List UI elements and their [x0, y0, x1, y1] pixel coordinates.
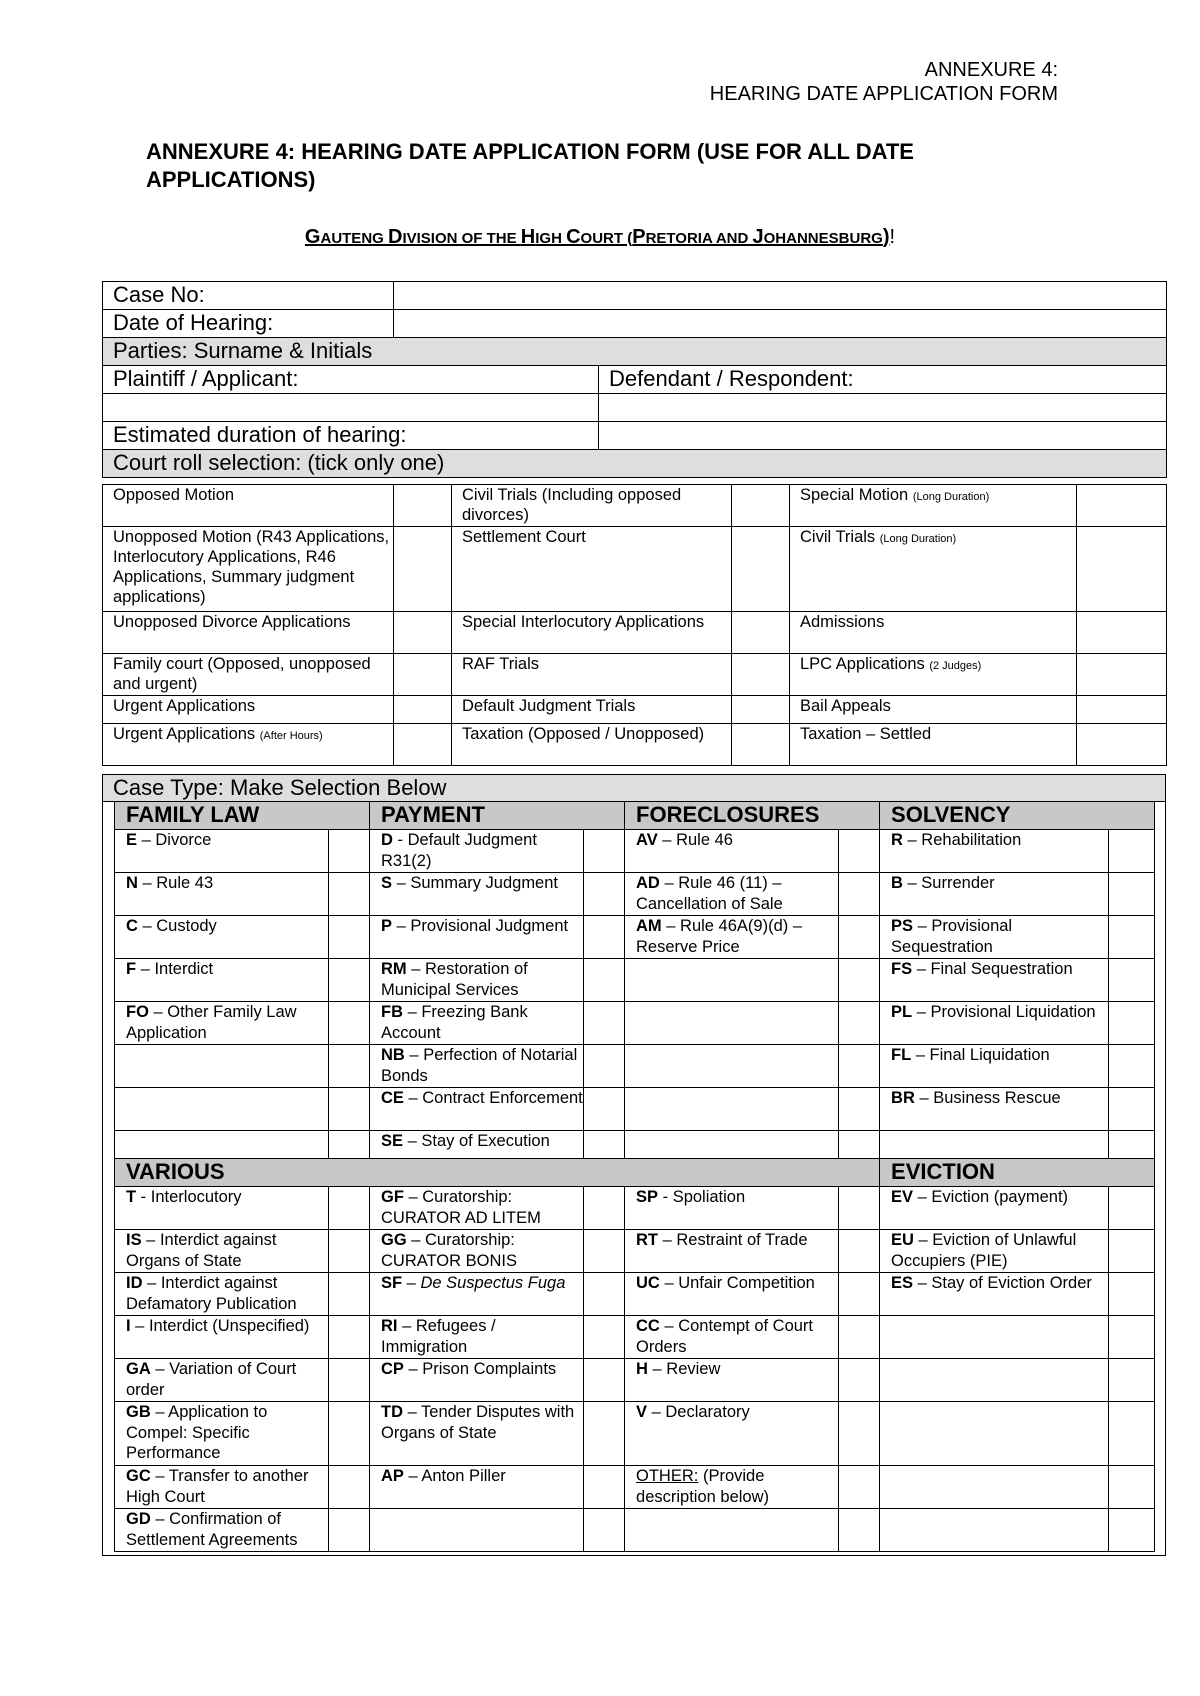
roll-option-label: Bail Appeals [790, 696, 1077, 724]
case-type-tick-box[interactable] [839, 1466, 880, 1509]
case-type-option: P – Provisional Judgment [370, 916, 584, 959]
case-no-label: Case No: [103, 282, 394, 310]
roll-row [103, 485, 1167, 527]
case-type-tick-box[interactable] [329, 1402, 370, 1466]
case-type-option: SF – De Suspectus Fuga [370, 1273, 584, 1316]
case-type-option: PL – Provisional Liquidation [880, 1002, 1109, 1045]
case-type-option [625, 959, 839, 1002]
case-type-bar [102, 774, 1166, 802]
case-type-tick-box[interactable] [1109, 1359, 1155, 1402]
case-type-option: FO – Other Family Law Application [115, 1002, 329, 1045]
case-type-tick-box[interactable] [329, 1230, 370, 1273]
case-type-option: S – Summary Judgment [370, 873, 584, 916]
case-type-option: GF – Curatorship: CURATOR AD LITEM [370, 1187, 584, 1230]
case-type-tick-box[interactable] [839, 1402, 880, 1466]
case-type-tick-box[interactable] [329, 1088, 370, 1131]
case-type-row [115, 959, 1155, 1002]
roll-row [103, 724, 1167, 766]
case-type-option [880, 1466, 1109, 1509]
case-type-tick-box[interactable] [839, 959, 880, 1002]
roll-tick-box[interactable] [1077, 724, 1167, 766]
case-type-option: CP – Prison Complaints [370, 1359, 584, 1402]
category-header: SOLVENCY [880, 802, 1155, 830]
case-type-tick-box[interactable] [1109, 873, 1155, 916]
roll-tick-box[interactable] [732, 527, 790, 612]
case-type-option: F – Interdict [115, 959, 329, 1002]
case-type-tick-box[interactable] [584, 959, 625, 1002]
case-type-option: I – Interdict (Unspecified) [115, 1316, 329, 1359]
roll-option-label: Unopposed Divorce Applications [103, 612, 394, 654]
case-type-option [625, 1088, 839, 1131]
roll-option-label: Civil Trials (Long Duration) [790, 527, 1077, 612]
case-type-tick-box[interactable] [329, 1466, 370, 1509]
case-type-option: EU – Eviction of Unlawful Occupiers (PIE) [880, 1230, 1109, 1273]
case-type-tick-box[interactable] [584, 873, 625, 916]
defendant-label: Defendant / Respondent: [599, 366, 1167, 394]
case-type-option: GC – Transfer to another High Court [115, 1466, 329, 1509]
case-type-label: Case Type: Make Selection Below [103, 775, 1166, 802]
roll-option-label: Unopposed Motion (R43 Applications, Interlocutory Applications, R46 Applications, Summary judgment applications) [103, 527, 394, 612]
case-type-tick-box[interactable] [839, 1273, 880, 1316]
roll-option-label: Family court (Opposed, unopposed and urgent) [103, 654, 394, 696]
roll-option-label: RAF Trials [452, 654, 732, 696]
roll-option-label: Taxation (Opposed / Unopposed) [452, 724, 732, 766]
date-of-hearing-field[interactable] [394, 310, 1167, 338]
case-type-tick-box[interactable] [839, 1045, 880, 1088]
header-line-1: ANNEXURE 4: [924, 59, 1058, 81]
roll-tick-box[interactable] [1077, 485, 1167, 527]
plaintiff-field[interactable] [103, 394, 599, 422]
case-type-tick-box[interactable] [584, 1509, 625, 1552]
case-type-tick-box[interactable] [1109, 1509, 1155, 1552]
roll-tick-box[interactable] [1077, 654, 1167, 696]
case-type-tick-box[interactable] [329, 916, 370, 959]
case-type-table [114, 801, 1155, 1552]
case-type-option: ES – Stay of Eviction Order [880, 1273, 1109, 1316]
case-type-tick-box[interactable] [1109, 1316, 1155, 1359]
case-type-tick-box[interactable] [1109, 1466, 1155, 1509]
case-type-option: C – Custody [115, 916, 329, 959]
case-type-tick-box[interactable] [1109, 916, 1155, 959]
case-type-row [115, 830, 1155, 873]
parties-label: Parties: Surname & Initials [103, 338, 1167, 366]
case-type-tick-box[interactable] [584, 1402, 625, 1466]
case-type-tick-box[interactable] [329, 1359, 370, 1402]
case-type-option [625, 1131, 839, 1159]
case-type-tick-box[interactable] [584, 1131, 625, 1159]
case-type-option: GD – Confirmation of Settlement Agreements [115, 1509, 329, 1552]
case-type-tick-box[interactable] [329, 1273, 370, 1316]
case-type-option: TD – Tender Disputes with Organs of State [370, 1402, 584, 1466]
case-type-option: AD – Rule 46 (11) – Cancellation of Sale [625, 873, 839, 916]
case-details-table [102, 281, 1167, 478]
case-type-option: H – Review [625, 1359, 839, 1402]
case-type-option: IS – Interdict against Organs of State [115, 1230, 329, 1273]
roll-row [103, 654, 1167, 696]
page-header [710, 58, 1058, 106]
roll-tick-box[interactable] [732, 485, 790, 527]
case-type-row [115, 1187, 1155, 1230]
case-type-tick-box[interactable] [839, 1088, 880, 1131]
case-type-option: AM – Rule 46A(9)(d) – Reserve Price [625, 916, 839, 959]
case-type-tick-box[interactable] [839, 873, 880, 916]
case-type-option [115, 1131, 329, 1159]
case-type-tick-box[interactable] [1109, 1402, 1155, 1466]
case-type-row [115, 1088, 1155, 1131]
case-type-tick-box[interactable] [329, 1002, 370, 1045]
case-type-tick-box[interactable] [584, 1045, 625, 1088]
category-header: FORECLOSURES [625, 802, 880, 830]
case-type-tick-box[interactable] [329, 1316, 370, 1359]
case-type-row [115, 1509, 1155, 1552]
case-type-tick-box[interactable] [584, 1359, 625, 1402]
case-type-tick-box[interactable] [329, 1131, 370, 1159]
case-type-tick-box[interactable] [329, 873, 370, 916]
case-type-option: SE – Stay of Execution [370, 1131, 584, 1159]
case-type-tick-box[interactable] [584, 1273, 625, 1316]
case-type-option: FB – Freezing Bank Account [370, 1002, 584, 1045]
date-of-hearing-label: Date of Hearing: [103, 310, 394, 338]
case-type-option [115, 1045, 329, 1088]
roll-option-label: LPC Applications (2 Judges) [790, 654, 1077, 696]
case-type-tick-box[interactable] [839, 1359, 880, 1402]
case-type-row [115, 1466, 1155, 1509]
case-type-option: OTHER: (Provide description below) [625, 1466, 839, 1509]
roll-tick-box[interactable] [394, 612, 452, 654]
case-type-tick-box[interactable] [1109, 1230, 1155, 1273]
roll-option-label: Civil Trials (Including opposed divorces) [452, 485, 732, 527]
case-type-row [115, 1402, 1155, 1466]
case-type-row [115, 1359, 1155, 1402]
category-header: PAYMENT [370, 802, 625, 830]
roll-tick-box[interactable] [394, 654, 452, 696]
roll-tick-box[interactable] [732, 612, 790, 654]
case-type-option: GB – Application to Compel: Specific Performance [115, 1402, 329, 1466]
case-type-option: CC – Contempt of Court Orders [625, 1316, 839, 1359]
case-type-row [115, 1045, 1155, 1088]
case-type-option: RT – Restraint of Trade [625, 1230, 839, 1273]
case-type-tick-box[interactable] [839, 1316, 880, 1359]
case-type-tick-box[interactable] [584, 1316, 625, 1359]
case-type-tick-box[interactable] [329, 1509, 370, 1552]
case-type-option: NB – Perfection of Notarial Bonds [370, 1045, 584, 1088]
case-type-option: EV – Eviction (payment) [880, 1187, 1109, 1230]
case-type-tick-box[interactable] [584, 916, 625, 959]
case-type-option: UC – Unfair Competition [625, 1273, 839, 1316]
roll-tick-box[interactable] [394, 724, 452, 766]
case-type-row [115, 1316, 1155, 1359]
roll-option-label: Taxation – Settled [790, 724, 1077, 766]
case-type-tick-box[interactable] [839, 1002, 880, 1045]
case-type-tick-box[interactable] [329, 1045, 370, 1088]
case-type-option [625, 1002, 839, 1045]
case-type-tick-box[interactable] [1109, 1187, 1155, 1230]
case-type-tick-box[interactable] [1109, 959, 1155, 1002]
case-type-tick-box[interactable] [1109, 1045, 1155, 1088]
roll-option-label: Urgent Applications [103, 696, 394, 724]
case-type-tick-box[interactable] [329, 830, 370, 873]
case-type-tick-box[interactable] [839, 830, 880, 873]
roll-row [103, 527, 1167, 612]
case-type-option [880, 1509, 1109, 1552]
case-type-option: E – Divorce [115, 830, 329, 873]
case-type-option: SP - Spoliation [625, 1187, 839, 1230]
case-type-tick-box[interactable] [839, 1131, 880, 1159]
case-type-option [115, 1088, 329, 1131]
roll-selection-label: Court roll selection: (tick only one) [103, 450, 1167, 478]
case-type-option [625, 1509, 839, 1552]
case-type-option: FS – Final Sequestration [880, 959, 1109, 1002]
case-type-option: R – Rehabilitation [880, 830, 1109, 873]
roll-tick-box[interactable] [394, 696, 452, 724]
division-heading: GAUTENG DIVISION OF THE HIGH COURT (PRETORIA AND JOHANNESBURG)! [304, 226, 896, 248]
roll-row [103, 612, 1167, 654]
roll-option-label: Settlement Court [452, 527, 732, 612]
case-type-option: PS – Provisional Sequestration [880, 916, 1109, 959]
case-type-option: GA – Variation of Court order [115, 1359, 329, 1402]
roll-tick-box[interactable] [732, 696, 790, 724]
case-type-option [880, 1402, 1109, 1466]
case-type-option: ID – Interdict against Defamatory Publication [115, 1273, 329, 1316]
case-type-option: B – Surrender [880, 873, 1109, 916]
case-type-option [880, 1316, 1109, 1359]
roll-tick-box[interactable] [394, 527, 452, 612]
roll-tick-box[interactable] [1077, 612, 1167, 654]
defendant-field[interactable] [599, 394, 1167, 422]
case-type-row [115, 1131, 1155, 1159]
case-type-option [880, 1359, 1109, 1402]
header-line-2: HEARING DATE APPLICATION FORM [709, 83, 1058, 105]
roll-option-label: Special Interlocutory Applications [452, 612, 732, 654]
court-roll-table [102, 484, 1167, 766]
case-type-tick-box[interactable] [1109, 1273, 1155, 1316]
case-type-option: N – Rule 43 [115, 873, 329, 916]
roll-option-label: Special Motion (Long Duration) [790, 485, 1077, 527]
case-type-row [115, 1002, 1155, 1045]
case-type-option: V – Declaratory [625, 1402, 839, 1466]
duration-label: Estimated duration of hearing: [103, 422, 599, 450]
case-type-tick-box[interactable] [329, 1187, 370, 1230]
case-type-option [880, 1131, 1109, 1159]
case-type-tick-box[interactable] [1109, 1131, 1155, 1159]
category-header: VARIOUS [115, 1159, 880, 1187]
case-type-option: GG – Curatorship: CURATOR BONIS [370, 1230, 584, 1273]
case-no-field[interactable] [394, 282, 1167, 310]
case-type-tick-box[interactable] [1109, 830, 1155, 873]
category-header-row [115, 1159, 1155, 1187]
case-type-option: BR – Business Rescue [880, 1088, 1109, 1131]
case-type-tick-box[interactable] [584, 830, 625, 873]
case-type-option: RM – Restoration of Municipal Services [370, 959, 584, 1002]
roll-tick-box[interactable] [1077, 696, 1167, 724]
case-type-option: T - Interlocutory [115, 1187, 329, 1230]
case-type-option [370, 1509, 584, 1552]
case-type-tick-box[interactable] [839, 1509, 880, 1552]
roll-option-label: Opposed Motion [103, 485, 394, 527]
category-header: EVICTION [880, 1159, 1155, 1187]
case-type-tick-box[interactable] [584, 1466, 625, 1509]
case-type-tick-box[interactable] [839, 916, 880, 959]
roll-option-label: Admissions [790, 612, 1077, 654]
roll-tick-box[interactable] [394, 485, 452, 527]
case-type-option: FL – Final Liquidation [880, 1045, 1109, 1088]
case-type-option: RI – Refugees / Immigration [370, 1316, 584, 1359]
duration-field[interactable] [599, 422, 1167, 450]
case-type-row [115, 873, 1155, 916]
roll-option-label: Default Judgment Trials [452, 696, 732, 724]
roll-tick-box[interactable] [1077, 527, 1167, 612]
case-type-option: CE – Contract Enforcement [370, 1088, 584, 1131]
plaintiff-label: Plaintiff / Applicant: [103, 366, 599, 394]
case-type-option: AV – Rule 46 [625, 830, 839, 873]
case-type-tick-box[interactable] [839, 1230, 880, 1273]
roll-option-label: Urgent Applications (After Hours) [103, 724, 394, 766]
roll-row [103, 696, 1167, 724]
roll-tick-box[interactable] [732, 724, 790, 766]
page-title: ANNEXURE 4: HEARING DATE APPLICATION FORM (USE FOR ALL DATE APPLICATIONS) [146, 139, 914, 192]
case-type-row [115, 1273, 1155, 1316]
case-type-tick-box[interactable] [839, 1187, 880, 1230]
category-header: FAMILY LAW [115, 802, 370, 830]
case-type-option [625, 1045, 839, 1088]
case-type-option: AP – Anton Piller [370, 1466, 584, 1509]
category-header-row [115, 802, 1155, 830]
case-type-tick-box[interactable] [1109, 1088, 1155, 1131]
case-type-tick-box[interactable] [584, 1002, 625, 1045]
case-type-option: D - Default Judgment R31(2) [370, 830, 584, 873]
case-type-tick-box[interactable] [329, 959, 370, 1002]
case-type-row [115, 1230, 1155, 1273]
case-type-tick-box[interactable] [584, 1230, 625, 1273]
roll-tick-box[interactable] [732, 654, 790, 696]
case-type-tick-box[interactable] [584, 1187, 625, 1230]
case-type-row [115, 916, 1155, 959]
case-type-tick-box[interactable] [584, 1088, 625, 1131]
case-type-tick-box[interactable] [1109, 1002, 1155, 1045]
